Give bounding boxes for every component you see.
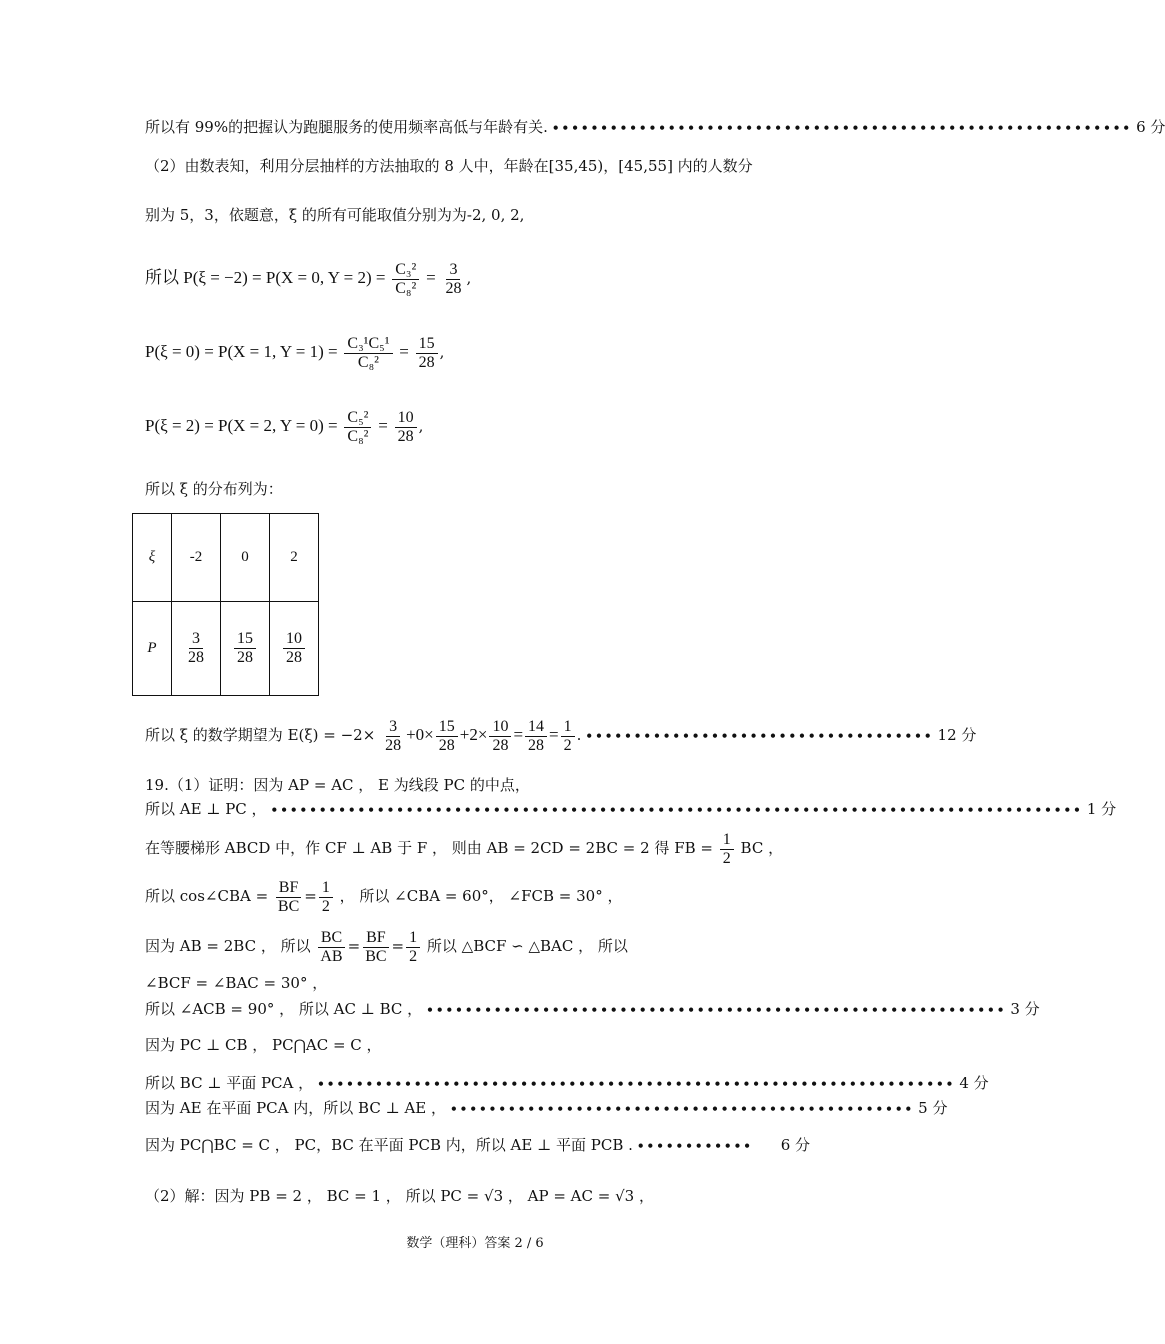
fraction: $\frac{\text{C₃¹C₅¹}}{\text{C₈²}}$ <box>344 335 392 372</box>
q19-part2: （2）解：因为 PB = 2 ， BC = 1 ， 所以 PC = √3 ， AP = AC = √3 ， <box>145 1187 654 1205</box>
prob-expr: 所以 P(ξ = −2) = P(X = 0, Y = 2) = <box>145 268 386 287</box>
fraction: $\frac{10}{28}$ <box>395 409 417 446</box>
fraction: $\frac{\text{C₅²}}{\text{C₈²}}$ <box>344 409 371 446</box>
q19-step: 因为 AE 在平面 PCA 内，所以 BC ⊥ AE ， •••••••••••••••••••••••••••••••••••••••••••••••• 5 分 <box>145 1097 810 1120</box>
expectation-line: 所以 ξ 的数学期望为 E(ξ) = −2× $\frac{3}{28}$ +0× $\frac{15}{28}$ +2× $\frac{10}{28}$ = $\frac{14}{28}$ = $\frac{1}{2}$ . •••••••••••••••••••••••••••••••••••• 12 分 <box>145 713 810 758</box>
expectation-expr: 所以 ξ 的数学期望为 E(ξ) = −2× <box>145 726 376 744</box>
prob-expr: P(ξ = 2) = P(X = 2, Y = 0) = <box>145 416 338 435</box>
table-cell: $\frac{3}{28}$ <box>172 602 221 696</box>
table-row <box>133 514 319 602</box>
table-cell: 0 <box>221 514 270 602</box>
prob-line-1: 所以 P(ξ = −2) = P(X = 0, Y = 2) = $\frac{\text{C₃²}}{\text{C₈²}}$ = $\frac{3}{28}$ , <box>145 260 472 297</box>
leader-dots: •••••••••••••••••••••••••••••••••••••••••••••••••••••••••••••••••• <box>317 1077 956 1091</box>
q19-step: 因为 AB = 2BC ， 所以 $\frac{BC}{AB}$ = $\frac{BF}{BC}$ = $\frac{1}{2}$ 所以 △BCF ∽ △BAC ， 所以 <box>145 928 628 965</box>
page-footer: 数学（理科）答案 2 / 6 <box>406 1236 544 1251</box>
fraction: $\frac{3}{28}$ <box>445 260 462 297</box>
q19-step: 所以 cos∠CBA = $\frac{BF}{BC}$ = $\frac{1}{2}$ ， 所以 ∠CBA = 60°， ∠FCB = 30° ， <box>145 878 623 915</box>
table-cell: 2 <box>270 514 319 602</box>
q19-heading: 19.（1）证明：因为 AP = AC ， E 为线段 PC 的中点， <box>145 776 530 794</box>
leader-dots: •••••••••••••••••••••••••••••••••••• <box>585 729 934 743</box>
score: 4 分 <box>959 1074 989 1092</box>
line-conclusion <box>145 116 1165 139</box>
leader-dots: •••••••••••••••••••••••••••••••••••••••••••••••••••••••••••• <box>426 1003 1007 1017</box>
conclusion-text: 所以有 99%的把握认为跑腿服务的使用频率高低与年龄有关. <box>145 118 548 136</box>
leader-dots: •••••••••••••••••••••••••••••••••••••••••••••••••••••••••••• <box>551 121 1133 135</box>
q19-step: ∠BCF = ∠BAC = 30° ， <box>145 974 328 992</box>
distribution-table <box>132 513 319 696</box>
line-values: 别为 5，3，依题意，ξ 的所有可能取值分别为为-2, 0, 2, <box>145 206 525 224</box>
prob-line-2: P(ξ = 0) = P(X = 1, Y = 1) = $\frac{\text{C₃¹C₅¹}}{\text{C₈²}}$ = $\frac{15}{28}$ , <box>145 334 445 371</box>
leader-dots: •••••••••••••••••••••••••••••••••••••••••••••••••••••••••••••••••••••••••••••••••••• <box>270 803 1083 817</box>
table-cell: $\frac{10}{28}$ <box>270 602 319 696</box>
fraction: $\frac{\text{C₃²}}{\text{C₈²}}$ <box>392 261 419 298</box>
score: 3 分 <box>1010 1000 1040 1018</box>
q19-step: 因为 PC ⊥ CB ， PC⋂AC = C ， <box>145 1036 382 1054</box>
line-part2-intro: （2）由数表知，利用分层抽样的方法抽取的 8 人中，年龄在[35,45)，[45,55] 内的人数分 <box>145 157 753 175</box>
q19-step: 所以 AE ⊥ PC ， •••••••••••••••••••••••••••••••••••••••••••••••••••••••••••••••••••••••••••••••••••• 1 分 <box>145 798 810 821</box>
leader-dots: •••••••••••••••••••••••••••••••••••••••••••••••• <box>450 1102 915 1116</box>
q19-step: 所以 ∠ACB = 90° ， 所以 AC ⊥ BC ， •••••••••••••••••••••••••••••••••••••••••••••••••••••••••••• 3 分 <box>145 998 810 1021</box>
table-row <box>133 602 319 696</box>
table-head-p: P <box>133 602 172 696</box>
q19-step: 所以 BC ⊥ 平面 PCA ， •••••••••••••••••••••••••••••••••••••••••••••••••••••••••••••••••• 4 分 <box>145 1072 810 1095</box>
table-cell: -2 <box>172 514 221 602</box>
score: 5 分 <box>918 1099 948 1117</box>
table-cell: $\frac{15}{28}$ <box>221 602 270 696</box>
prob-expr: P(ξ = 0) = P(X = 1, Y = 1) = <box>145 342 338 361</box>
leader-dots: •••••••••••• <box>636 1139 753 1153</box>
prob-line-3: P(ξ = 2) = P(X = 2, Y = 0) = $\frac{\text{C₅²}}{\text{C₈²}}$ = $\frac{10}{28}$ , <box>145 408 424 445</box>
fraction: $\frac{15}{28}$ <box>416 335 438 372</box>
table-head-xi: ξ <box>133 514 172 602</box>
score: 12 分 <box>937 726 977 744</box>
score: 1 分 <box>1086 800 1117 818</box>
dist-intro: 所以 ξ 的分布列为： <box>145 480 283 498</box>
score: 6 分 <box>780 1136 810 1154</box>
q19-step: 因为 PC⋂BC = C ， PC，BC 在平面 PCB 内，所以 AE ⊥ 平面 PCB . •••••••••••• 6 分 <box>145 1134 810 1157</box>
q19-step: 在等腰梯形 ABCD 中，作 CF ⊥ AB 于 F ， 则由 AB = 2CD = 2BC = 2 得 FB = $\frac{1}{2}$ BC ， <box>145 830 784 867</box>
score: 6 分 <box>1136 118 1165 136</box>
